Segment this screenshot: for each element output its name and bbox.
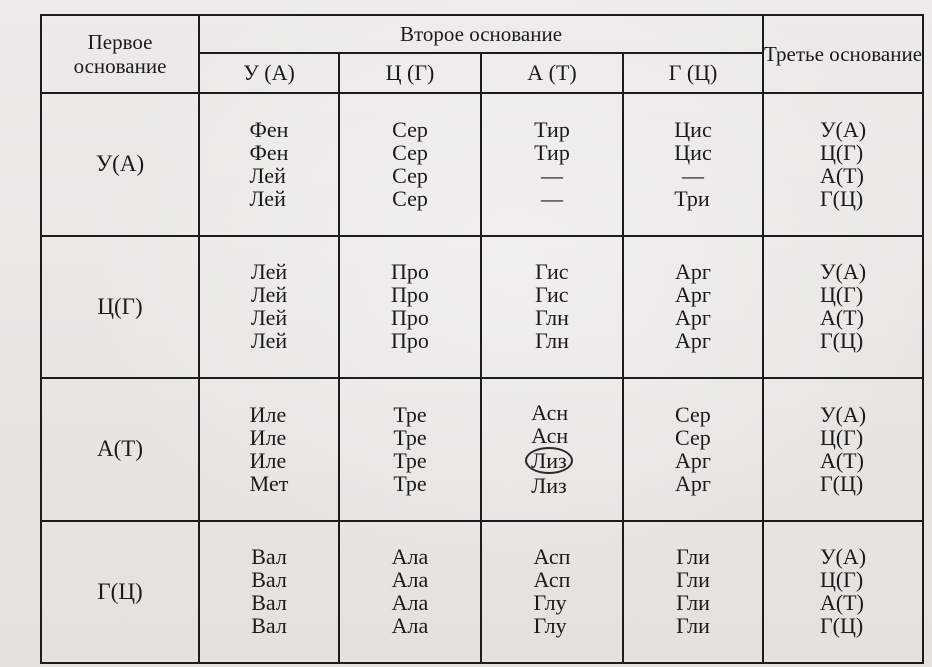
amino-acid: —: [540, 162, 563, 188]
third-base: У(А): [819, 259, 867, 285]
second-base-column-header: У (А): [199, 53, 339, 93]
amino-acid: Сер: [392, 139, 428, 165]
amino-acid: Фен: [249, 139, 289, 165]
amino-acid: Лей: [250, 328, 288, 354]
amino-acid: Тир: [534, 116, 570, 142]
third-base-cell: [763, 378, 923, 521]
first-base-cell: У(А): [41, 93, 199, 236]
amino-acid-cell: [199, 236, 339, 379]
amino-acid: Мет: [249, 470, 289, 496]
amino-acid: Цис: [674, 116, 712, 142]
amino-acid: —: [540, 185, 563, 211]
amino-acid: Про: [391, 305, 429, 331]
amino-acid: Гис: [535, 259, 569, 285]
amino-acid: Ала: [391, 544, 429, 570]
second-base-column-header: Г (Ц): [623, 53, 763, 93]
first-base-cell: А(Т): [41, 378, 199, 521]
third-base: А(Т): [819, 162, 864, 188]
amino-acid: —: [682, 162, 704, 188]
amino-acid: Иле: [249, 424, 287, 450]
amino-acid: Про: [391, 259, 429, 285]
first-base-cell: Ц(Г): [41, 236, 199, 379]
amino-acid-cell: [623, 521, 763, 664]
third-base: Г(Ц): [819, 613, 864, 639]
amino-acid: Асн: [531, 399, 569, 425]
amino-acid-cell: [339, 521, 481, 664]
amino-acid: Асн: [531, 422, 569, 448]
third-base: Г(Ц): [819, 470, 864, 496]
second-base-column-header: Ц (Г): [339, 53, 481, 93]
third-base-cell: [763, 93, 923, 236]
third-base-cell: [763, 521, 923, 664]
third-base: Ц(Г): [819, 139, 864, 165]
second-base-column-header: А (Т): [481, 53, 623, 93]
amino-acid: Глу: [533, 613, 567, 639]
amino-acid: Про: [391, 328, 429, 354]
amino-acid: Ала: [391, 567, 429, 593]
amino-acid: Лей: [250, 282, 288, 308]
amino-acid-cell: [623, 93, 763, 236]
amino-acid: Лей: [250, 259, 288, 285]
amino-acid: Сер: [392, 116, 428, 142]
table-row: [41, 236, 923, 379]
amino-acid: Лей: [249, 185, 286, 211]
amino-acid-cell: [481, 93, 623, 236]
amino-acid: Фен: [249, 116, 289, 142]
first-base-header: Первое основание: [41, 15, 199, 93]
amino-acid: Вал: [251, 567, 287, 593]
amino-acid-cell: [623, 236, 763, 379]
amino-acid-cell: [199, 93, 339, 236]
table-row: [41, 378, 923, 521]
amino-acid: Сер: [675, 424, 711, 450]
second-base-header: Второе основание: [199, 15, 763, 53]
amino-acid: Асп: [533, 544, 571, 570]
amino-acid-cell: [199, 521, 339, 664]
amino-acid-cell: [623, 378, 763, 521]
amino-acid: Тре: [393, 401, 427, 427]
amino-acid: Гли: [676, 590, 710, 616]
amino-acid: Тре: [393, 424, 427, 450]
amino-acid-circled: [531, 447, 572, 474]
third-base: У(А): [819, 116, 867, 142]
amino-acid: Иле: [249, 447, 287, 473]
amino-acid: Глн: [535, 328, 569, 354]
third-base: У(А): [819, 544, 867, 570]
amino-acid: Гли: [676, 613, 710, 639]
amino-acid: Сер: [392, 162, 428, 188]
amino-acid-cell: [339, 378, 481, 521]
amino-acid: Тре: [393, 470, 427, 496]
amino-acid: Лей: [250, 305, 288, 331]
amino-acid: Сер: [392, 185, 428, 211]
third-base-header: Третье основание: [763, 15, 923, 93]
amino-acid: Вал: [251, 590, 287, 616]
amino-acid: Три: [674, 185, 710, 211]
third-base: Г(Ц): [819, 185, 864, 211]
third-base: У(А): [819, 401, 867, 427]
amino-acid: Гис: [535, 282, 569, 308]
amino-acid: Арг: [675, 470, 711, 496]
amino-acid: Тир: [534, 139, 570, 165]
amino-acid: Асп: [533, 567, 571, 593]
amino-acid-cell: [481, 236, 623, 379]
table-row: [41, 521, 923, 664]
first-base-cell: Г(Ц): [41, 521, 199, 664]
amino-acid: Сер: [675, 401, 711, 427]
third-base: А(Т): [819, 590, 864, 616]
amino-acid: Тре: [393, 447, 427, 473]
amino-acid: Ала: [391, 613, 429, 639]
amino-acid-cell: [481, 378, 623, 521]
amino-acid: Про: [391, 282, 429, 308]
third-base: Ц(Г): [819, 424, 864, 450]
amino-acid: Арг: [675, 259, 711, 285]
amino-acid: Арг: [675, 447, 711, 473]
amino-acid: Гли: [676, 544, 710, 570]
third-base: Г(Ц): [819, 328, 864, 354]
amino-acid: Глу: [533, 590, 567, 616]
table-row: [41, 93, 923, 236]
amino-acid: Арг: [675, 305, 711, 331]
amino-acid: Глн: [535, 305, 569, 331]
amino-acid: Лиз: [531, 472, 567, 498]
amino-acid: Арг: [675, 282, 711, 308]
amino-acid-cell: [199, 378, 339, 521]
amino-acid: Цис: [674, 139, 712, 165]
third-base: А(Т): [819, 305, 864, 331]
amino-acid-cell: [339, 236, 481, 379]
third-base-cell: [763, 236, 923, 379]
amino-acid: Лей: [249, 162, 286, 188]
amino-acid: Иле: [249, 401, 287, 427]
third-base: Ц(Г): [819, 282, 864, 308]
amino-acid: Гли: [676, 567, 710, 593]
amino-acid: Арг: [675, 328, 711, 354]
amino-acid: Ала: [391, 590, 429, 616]
genetic-code-table: [40, 14, 924, 664]
third-base: А(Т): [819, 447, 864, 473]
third-base: Ц(Г): [819, 567, 864, 593]
amino-acid-cell: [481, 521, 623, 664]
amino-acid-cell: [339, 93, 481, 236]
circled-amino-acid: Лиз: [525, 447, 572, 474]
amino-acid: Вал: [251, 544, 287, 570]
amino-acid: Вал: [251, 613, 287, 639]
